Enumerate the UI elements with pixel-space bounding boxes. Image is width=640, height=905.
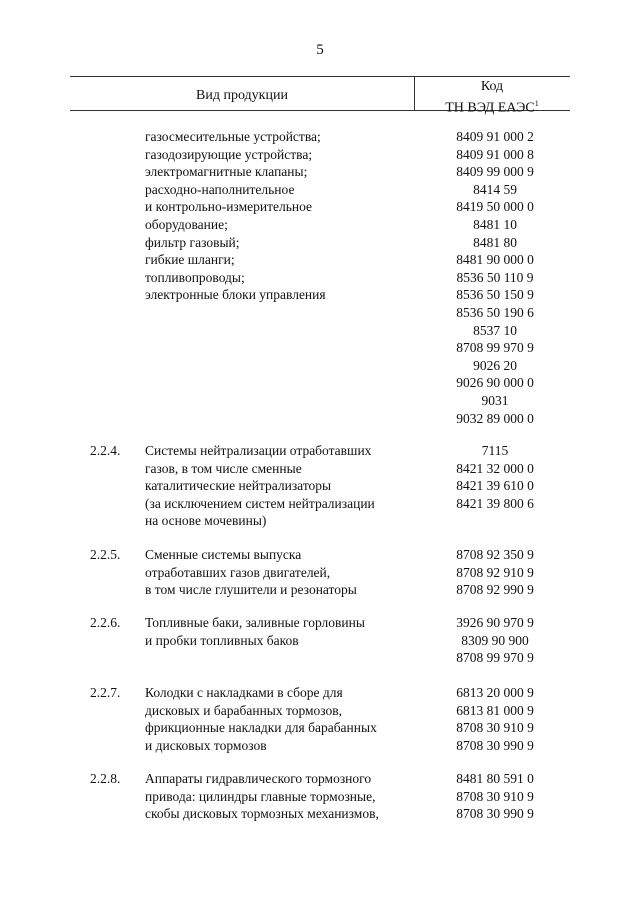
tnved-code: 3926 90 970 9 [456,615,534,630]
tnved-code: 8708 30 990 9 [456,737,534,753]
header-footnote-mark: 1 [534,99,539,108]
tnved-code: 8309 90 900 [461,632,529,648]
tnved-code: 8409 91 000 2 [456,129,534,144]
description-line: расходно-наполнительное [145,181,295,197]
tnved-code: 8421 32 000 0 [456,460,534,476]
description-line: отработавших газов двигателей, [145,564,331,580]
section-description [145,546,415,599]
description-line: газов, в том числе сменные [145,460,302,476]
description-line: гибкие шланги; [145,252,235,268]
section-description [145,128,415,304]
section-description [145,614,415,649]
tnved-code: 8708 92 350 9 [456,547,534,562]
tnved-code: 9026 20 [473,357,517,373]
section-number: 2.2.8. [90,771,121,786]
section-description [145,770,415,823]
description-line: оборудование; [145,216,228,232]
description-line: газосмесительные устройства; [145,129,321,144]
tnved-code: 8708 30 910 9 [456,788,534,804]
header-code-standard [414,95,570,117]
section-codes [410,546,580,599]
tnved-code: 8708 99 970 9 [456,650,534,666]
tnved-code: 8481 10 [473,216,517,232]
table-top-border [70,76,570,77]
tnved-code: 8419 50 000 0 [456,199,534,215]
description-line: электронные блоки управления [145,287,326,303]
tnved-code: 8708 92 910 9 [456,564,534,580]
tnved-code: 8536 50 150 9 [456,287,534,303]
tnved-code: 8708 99 970 9 [456,340,534,356]
description-line: Аппараты гидравлического тормозного [145,771,372,786]
tnved-code: 8708 92 990 9 [456,582,534,598]
tnved-code: 7115 [481,443,509,458]
description-line: фильтр газовый; [145,234,240,250]
tnved-code: 9026 90 000 0 [456,375,534,391]
description-line: и пробки топливных баков [145,632,299,648]
tnved-code: 6813 20 000 9 [456,685,534,700]
description-line: дисковых и барабанных тормозов, [145,702,343,718]
tnved-code: 9032 89 000 0 [456,410,534,426]
section-description [145,442,415,530]
section-codes [410,128,580,427]
section-codes [410,770,580,823]
section-description [145,684,415,754]
description-line: топливопроводы; [145,269,245,285]
tnved-code: 8409 99 000 9 [456,164,534,180]
tnved-code: 8708 30 990 9 [456,806,534,822]
tnved-code: 8536 50 110 9 [456,269,534,285]
tnved-code: 6813 81 000 9 [456,702,534,718]
description-line: Системы нейтрализации отработавших [145,443,372,458]
description-line: скобы дисковых тормозных механизмов, [145,806,379,822]
description-line: Колодки с накладками в сборе для [145,685,343,700]
description-line: Сменные системы выпуска [145,547,302,562]
header-product-type: Вид продукции [196,88,288,103]
tnved-code: 8421 39 800 6 [456,495,534,511]
tnved-code: 8536 50 190 6 [456,304,534,320]
tnved-code: 8481 80 591 0 [456,771,534,786]
tnved-code: 9031 [481,392,509,408]
page-number: 5 [316,42,324,58]
description-line: фрикционные накладки для барабанных [145,720,377,736]
description-line: и контрольно-измерительное [145,199,312,215]
description-line: каталитические нейтрализаторы [145,478,332,494]
description-line: и дисковых тормозов [145,737,267,753]
description-line: Топливные баки, заливные горловины [145,615,365,630]
tnved-code: 8537 10 [473,322,517,338]
section-number: 2.2.5. [90,547,121,562]
description-line: (за исключением систем нейтрализации [145,495,375,511]
description-line: газодозирующие устройства; [145,146,313,162]
description-line: в том числе глушители и резонаторы [145,582,357,598]
description-line: на основе мочевины) [145,513,267,529]
header-code-label: Код [480,79,504,94]
tnved-code: 8481 80 [473,234,517,250]
section-codes [410,614,580,667]
description-line: электромагнитные клапаны; [145,164,308,180]
section-number: 2.2.7. [90,685,121,700]
tnved-code: 8414 59 [473,181,517,197]
tnved-code: 8409 91 000 8 [456,146,534,162]
tnved-code: 8421 39 610 0 [456,478,534,494]
section-codes [410,442,580,512]
section-codes [410,684,580,754]
header-code-column [414,78,570,117]
section-number: 2.2.4. [90,443,121,458]
description-line: привода: цилиндры главные тормозные, [145,788,376,804]
tnved-code: 8481 90 000 0 [456,252,534,268]
tnved-code: 8708 30 910 9 [456,720,534,736]
section-number: 2.2.6. [90,615,121,630]
header-code-standard-text: ТН ВЭД ЕАЭС [445,100,535,116]
